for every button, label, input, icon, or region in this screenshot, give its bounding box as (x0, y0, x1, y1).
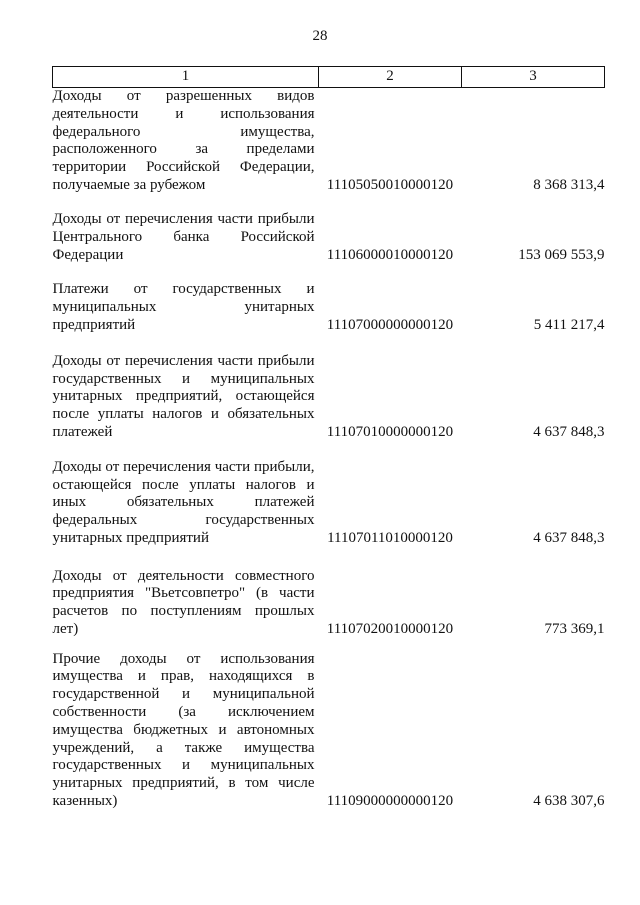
row-code: 11107020010000120 (326, 620, 454, 637)
row-amount: 4 638 307,6 (533, 792, 605, 809)
table-header-row (53, 67, 605, 88)
row-code: 11107000000000120 (326, 316, 454, 333)
row-amount: 4 637 848,3 (533, 423, 605, 440)
header-col-1: 1 (53, 67, 319, 88)
table-row (53, 442, 605, 548)
row-code: 11107011010000120 (327, 529, 453, 546)
row-name: Доходы от перечисления части прибыли Центрального банка Российской Федерации (52, 211, 315, 263)
page-number: 28 (312, 28, 328, 44)
row-amount: 4 637 848,3 (533, 529, 605, 546)
row-name: Прочие доходы от использования имущества и прав, находящихся в государственной и муниципальной собственности (за исключением имущества бюджетных и автономных учреждений, а также имущества государственных и муниципальных унитарных предприятий, в том числе казенных) (52, 650, 315, 809)
table-row (53, 265, 605, 335)
table-row (53, 335, 605, 442)
row-code: 11107010000000120 (326, 423, 454, 440)
row-name: Доходы от деятельности совместного предприятия "Вьетсовпетро" (в части расчетов по поступлениям прошлых лет) (52, 567, 315, 637)
row-amount: 5 411 217,4 (533, 316, 605, 333)
row-amount: 153 069 553,9 (518, 246, 605, 263)
table-row (53, 195, 605, 265)
row-amount: 773 369,1 (544, 620, 605, 637)
table-row (53, 88, 605, 195)
table-row (53, 548, 605, 639)
table-row (53, 639, 605, 811)
row-name: Доходы от перечисления части прибыли государственных и муниципальных унитарных предприятий, остающейся после уплаты налогов и обязательных платежей (52, 352, 315, 440)
header-col-2: 2 (319, 67, 462, 88)
row-code: 11106000010000120 (326, 246, 454, 263)
row-name: Платежи от государственных и муниципальных унитарных предприятий (52, 281, 315, 333)
row-code: 11109000000000120 (326, 792, 454, 809)
row-name: Доходы от разрешенных видов деятельности и использования федерального имущества, расположенного за пределами территории Российской Федерации, получаемые за рубежом (52, 88, 315, 193)
revenue-table (52, 66, 605, 811)
header-col-3: 3 (462, 67, 605, 88)
row-code: 11105050010000120 (326, 176, 454, 193)
row-amount: 8 368 313,4 (533, 176, 605, 193)
row-name: Доходы от перечисления части прибыли, остающейся после уплаты налогов и иных обязательных платежей федеральных государственных унитарных предприятий (52, 458, 315, 546)
